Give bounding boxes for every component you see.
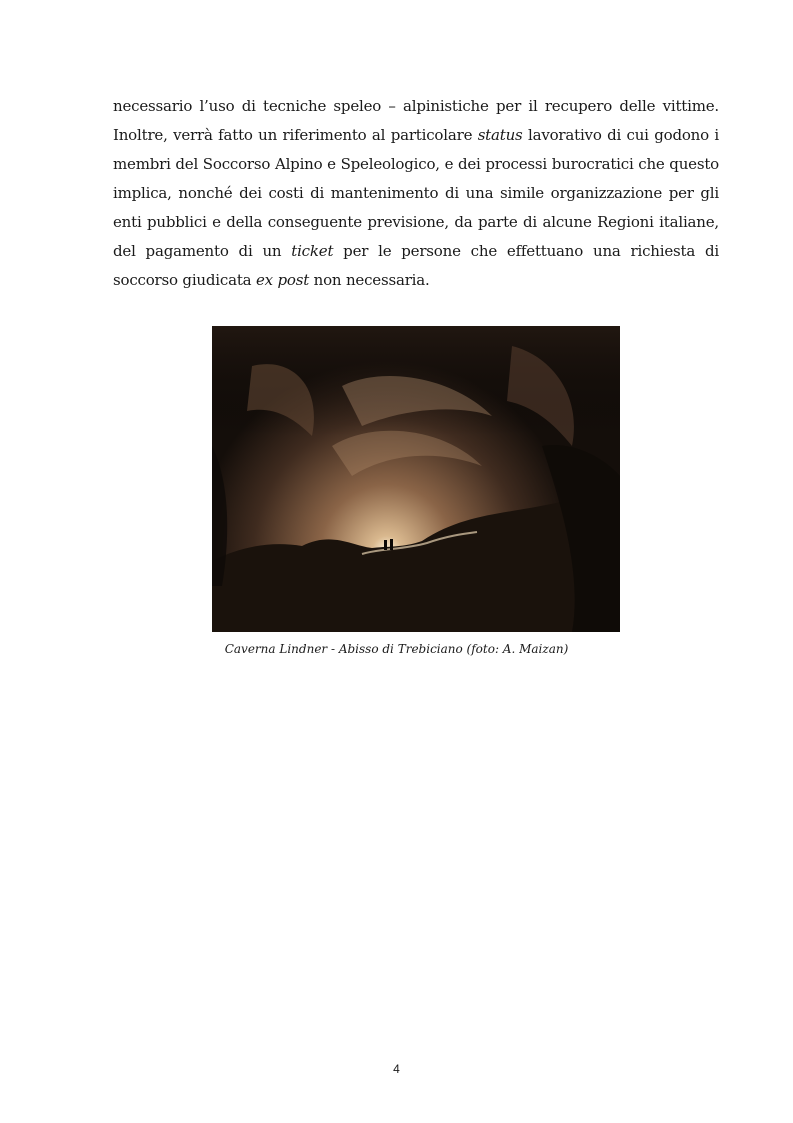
body-text [113,92,719,295]
paragraph [113,92,719,295]
text-run: lavorativo di cui godono i membri del Soccorso Alpino e Speleologico, e dei processi burocratici che questo implica, nonché dei costi di mantenimento di una simile organizzazione per gli enti pubblici e della conseguente previsione, da parte di alcune Regioni italiane, del pagamento di un [113,126,719,260]
figure-caption: Caverna Lindner - Abisso di Trebiciano (foto: A. Maizan) [224,642,569,656]
text-run: necessario l’uso di tecniche speleo – alpinistiche per il recupero delle vittime. Inoltre, verrà fatto un riferimento al particolare [113,97,719,144]
italic-term-ticket: ticket [291,242,334,260]
italic-term-status: status [477,126,523,144]
text-run: per le persone che effettuano una richiesta di soccorso giudicata [113,242,719,289]
cave-photo [212,326,620,632]
italic-term-ex-post: ex post [255,271,310,289]
page-number: 4 [393,1062,400,1076]
text-run: non necessaria. [309,271,430,289]
